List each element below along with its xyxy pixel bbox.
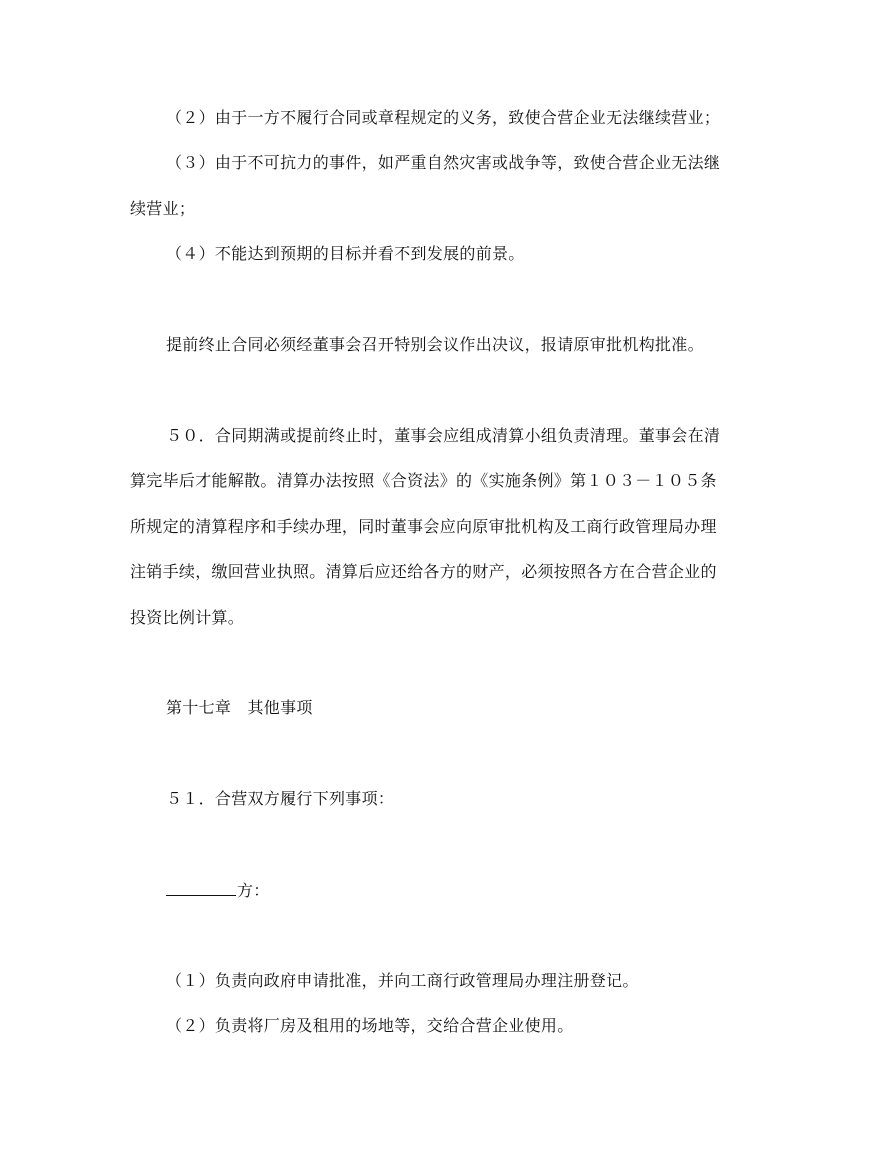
clause-51: ５１．合营双方履行下列事项： xyxy=(166,789,395,808)
clause-50-line-5: 投资比例计算。 xyxy=(130,608,245,627)
clause-50-line-3: 所规定的清算程序和手续办理，同时董事会应向原审批机构及工商行政管理局办理 xyxy=(130,517,717,536)
party-name-blank[interactable] xyxy=(166,877,236,896)
party-blank-line xyxy=(166,877,770,903)
party-suffix: 方： xyxy=(237,881,270,900)
party-item-2: （２）负责将厂房及租用的场地等，交给合营企业使用。 xyxy=(166,1016,574,1035)
chapter-17-title: 第十七章 其他事项 xyxy=(166,698,313,717)
dissolution-item-2: （２）由于一方不履行合同或章程规定的义务，致使合营企业无法继续营业； xyxy=(166,108,721,127)
clause-50-line-4: 注销手续，缴回营业执照。清算后应还给各方的财产，必须按照各方在合营企业的 xyxy=(130,562,717,581)
dissolution-item-3-line-1: （３）由于不可抗力的事件，如严重自然灾害或战争等，致使合营企业无法继 xyxy=(166,153,721,172)
clause-50-line-2: 算完毕后才能解散。清算办法按照《合资法》的《实施条例》第１０３－１０５条 xyxy=(130,471,717,490)
party-item-1: （１）负责向政府申请批准，并向工商行政管理局办理注册登记。 xyxy=(166,971,639,990)
dissolution-item-4: （４）不能达到预期的目标并看不到发展的前景。 xyxy=(166,244,525,263)
dissolution-item-3-line-2: 续营业； xyxy=(130,199,196,218)
early-termination-paragraph: 提前终止合同必须经董事会召开特别会议作出决议，报请原审批机构批准。 xyxy=(166,335,704,354)
clause-50-line-1: ５０．合同期满或提前终止时，董事会应组成清算小组负责清理。董事会在清 xyxy=(166,426,721,445)
